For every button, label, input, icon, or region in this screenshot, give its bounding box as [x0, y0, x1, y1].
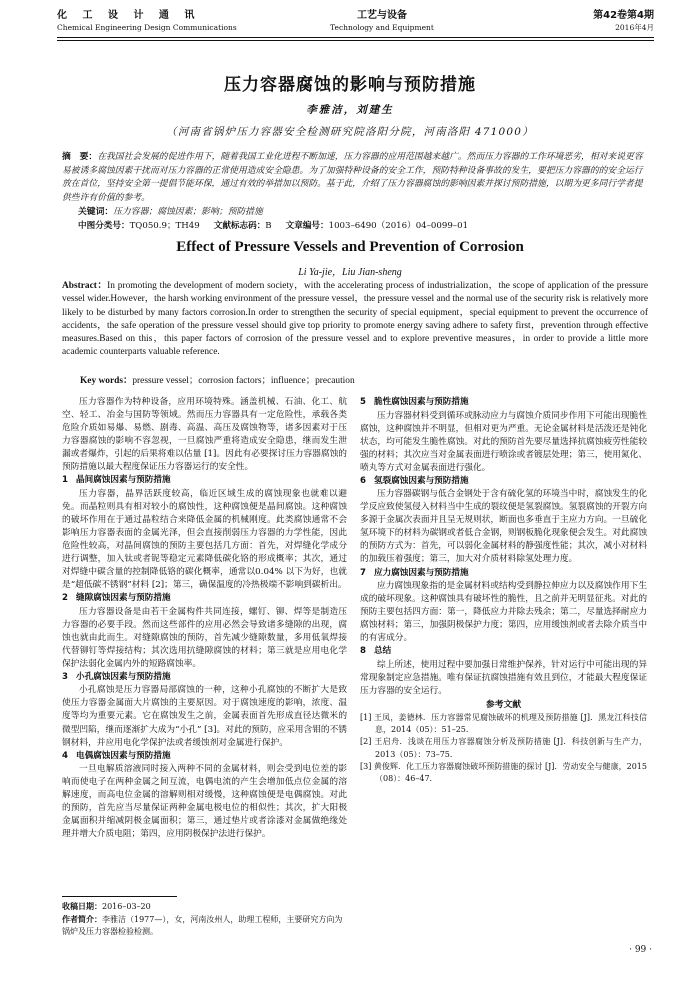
volume-issue: 第42卷第4期: [593, 10, 654, 21]
reference-item: [3] 黄俊辉．化工压力容器腐蚀破坏预防措施的探讨 [J]．劳动安全与健康，2015（08）：46–47.: [360, 762, 647, 784]
section-title: 晶间腐蚀因素与预防措施: [76, 475, 171, 486]
section-name: [307, 10, 457, 34]
received-date: [62, 901, 347, 914]
section-number: 6: [360, 475, 366, 486]
article-title-cn: 压力容器腐蚀的影响与预防措施: [224, 75, 476, 95]
clc-value: TQ050.9；TH49: [129, 221, 200, 231]
section-heading: [62, 592, 347, 606]
section-heading: [360, 396, 647, 410]
bio-label: 作者简介：: [62, 914, 102, 924]
section-paragraph: 压力容器材料受到循环或脉动应力与腐蚀介质同步作用下可能出现脆性腐蚀，这种腐蚀并不明显，但相对更为严重。无论金属材料是活泼还是钝化状态，均可能发生脆性腐蚀。对此的预防首先要尽量选择抗腐蚀疲劳性能较强的材料；其次应当对金属表面进行喷涂或者镀层处理；第三，使用氮化、喷丸等方式对金属表面进行强化。: [360, 410, 647, 473]
section-paragraph: 压力容器设备是由若干金属构件共同连接，螺钉、铆、焊等是制造压力容器的必要手段。然而这些部件的应用必然会导致诸多缝隙的出现，腐蚀也就由此而生。对缝隙腐蚀的预防，首先减少缝隙数量，多用低氧焊接代替铆钉等焊接结构；其次选用抗缝隙腐蚀的材料；第三就是应用电化学保护法弱化金属内外的短路腐蚀率。: [62, 606, 347, 669]
keywords-cn-label: 关键词：: [78, 207, 114, 217]
section-heading: [62, 671, 347, 685]
footnote-rule: [62, 896, 177, 897]
journal-name: [57, 10, 237, 34]
keywords-cn-text: 压力容器；腐蚀因素；影响；预防措施: [113, 207, 263, 217]
section-number: 1: [62, 475, 68, 486]
section-heading: [360, 645, 647, 659]
article-title-en: Effect of Pressure Vessels and Prevention of Corrosion: [176, 239, 524, 255]
section-title: 缝隙腐蚀因素与预防措施: [76, 593, 171, 604]
section-title: 小孔腐蚀因素与预防措施: [76, 671, 171, 682]
keywords-en: [80, 375, 648, 388]
journal-name-en: Chemical Engineering Design Communications: [57, 23, 237, 32]
authors-en: Li Ya-jie，Liu Jian-sheng: [298, 267, 402, 278]
section-paragraph: 小孔腐蚀是压力容器局部腐蚀的一种，这种小孔腐蚀的不断扩大是致使压力容器金属面大片腐蚀的主要原因。对于腐蚀速度的影响，浓度、温度等均为重要元素。它在腐蚀发生之前，金属表面首先形成直径达微米的微型凹陷，继而逐渐扩大成为“小孔” [3]。对此的预防，应采用含钼的不锈钢材料，并应用电化学保护法或者缓蚀剂对金属进行保护。: [62, 685, 347, 748]
abstract-en: [62, 280, 648, 360]
abstract-cn-label: 摘 要：: [62, 152, 98, 162]
page-number: · 99 ·: [629, 945, 652, 955]
article-id-label: 文章编号：: [285, 221, 329, 231]
reference-list: [360, 712, 647, 786]
doc-code-value: B: [265, 221, 272, 231]
section-paragraph: 综上所述，使用过程中要加强日常维护保养，针对运行中可能出现的异常现象制定应急措施。唯有保证抗腐蚀措施有效且到位，才能最大程度保证压力容器的安全运行。: [360, 659, 647, 696]
body-column-right: [360, 396, 647, 786]
abstract-en-text: In promoting the development of modern society，with the accelerating process of industrialization，the scope of application of the pressure vessel wider.However，the harsh working environment of the pressure vessel，the pressure vessel and the normal use of the security risk is relatively more likely to be disturbed by many factors corrosion.In order to strengthen the security of special equipment，special equipment to prevent the occurrence of accidents，the safe operation of the pressure vessel should give top priority to promote energy saving adhere to safety first，prevention through effective measures.Based on this，this paper factors of corrosion of the pressure vessel and to explore preventive measures，in order to provide a little more academic counterparts valuable reference.: [62, 281, 648, 358]
issue-info: [593, 10, 654, 34]
section-title: 脆性腐蚀因素与预防措施: [374, 397, 469, 407]
section-number: 3: [62, 671, 68, 682]
section-title: 总结: [374, 646, 392, 657]
section-heading: [360, 567, 647, 581]
section-title: 应力腐蚀因素与预防措施: [374, 567, 469, 578]
section-name-cn: 工艺与设备: [357, 10, 407, 21]
section-title: 电偶腐蚀因素与预防措施: [76, 750, 171, 761]
section-paragraph: 压力容器碳钢与低合金钢处于含有硫化氢的环境当中时，腐蚀发生的化学反应致使氢侵入材料当中生成的裂纹便是氢裂腐蚀。氢裂腐蚀的开裂方向多源于金属次表面并且呈无规则状，断面也多垂直于主应力方向。一旦硫化氢环境下的材料为碳钢或者低合金钢，则钢板脆化现象便会发生。对此腐蚀的预防方式为：首先，可以弱化金属材料的静强度性能；其次，减小对材料的加载压着强度；第三，加大对介质材料除氢处理力度。: [360, 489, 647, 565]
abstract-en-label: Abstract：: [62, 281, 108, 291]
doc-code-label: 文献标志码：: [213, 221, 266, 231]
abstract-cn-text: 在我国社会发展的促进作用下，随着我国工业化进程不断加速，压力容器的应用范围越来越广。然而压力容器的工作环境恶劣，相对来说更容易被诱多腐蚀因素干扰而对压力容器的正常使用造成安全隐患。为了加强特种设备的安全工作，预防特种设备事故的发生，要把压力容器的的安全运行放在首位，坚持安全第一提倡节能环保，通过有效的举措加以预防。基于此，介绍了压力容器腐蚀的影响因素并探讨预防措施，以期为更多同行学者提供些许有价值的参考。: [62, 152, 643, 203]
section-heading: [62, 750, 347, 764]
section-heading: [62, 474, 347, 488]
journal-name-cn: 化 工 设 计 通 讯: [57, 10, 201, 21]
author-bio: [62, 914, 347, 939]
affiliation-cn: （河南省锅炉压力容器安全检测研究院洛阳分院，河南洛阳 471000）: [166, 126, 534, 138]
article-id-value: 1003–6490（2016）04–0099–01: [328, 221, 469, 231]
footnote: [62, 901, 347, 939]
section-number: 5: [360, 397, 366, 407]
section-number: 8: [360, 646, 366, 657]
authors-cn: 李雅洁，刘建生: [306, 104, 394, 116]
running-header: [57, 10, 654, 50]
keywords-en-label: Key words：: [80, 376, 133, 386]
abstract-cn: [62, 151, 648, 205]
classification-line: [78, 220, 648, 233]
section-paragraph: 一旦电解质溶液同时接入两种不同的金属材料，则会受到电位差的影响而使电子在两种金属之间互流，电偶电流的产生会增加低点位金属的溶解速度，而高电位金属的溶解则相对缓慢，这种腐蚀便是电偶腐蚀。对此的预防，首先应当尽量保证两种金属电极电位的相似性；其次，扩大阳极金属面积并缩减阴极金属面积；第三，通过垫片或者涂漆对金属做绝缘处理并增大介质电阻；第四，应用阴极保护法进行保护。: [62, 764, 347, 840]
intro-paragraph: 压力容器作为特种设备，应用环境特殊。涵盖机械、石油、化工、航空、轻工、冶金与国防等领域。然而压力容器具有一定危险性，承载各类危险介质如易爆、易燃、剧毒、高温、高压及腐蚀物等，诸多因素对于压力容器腐蚀的影响不容忽视，一旦腐蚀严重将造成安全隐患，继而发生泄漏或者爆炸，引起的后果将难以估量 [1]。因此有必要探讨压力容器腐蚀的预防措施以最大程度保证压力容器运行的安全性。: [62, 397, 347, 473]
section-paragraph: 应力腐蚀现象指的是金属材料或结构受到静拉伸应力以及腐蚀作用下生成的破坏现象。这种腐蚀具有破坏性的脆性，且之前并无明显征兆。对此的预防主要包括四方面：第一，降低应力并除去残余；第二，尽量选择耐应力腐蚀材料；第三，加强阴极保护力度；第四，应用缓蚀剂或者去除介质当中的有害成分。: [360, 581, 647, 644]
received-label: 收稿日期：: [62, 902, 102, 911]
section-name-en: Technology and Equipment: [330, 23, 434, 32]
issue-date: 2016年4月: [615, 23, 654, 32]
references-heading: 参考文献: [485, 699, 522, 710]
section-number: 7: [360, 567, 366, 578]
section-number: 4: [62, 750, 68, 761]
bio-text: 李雅洁（1977—），女，河南汝州人，助理工程师，主要研究方向为锅炉及压力容器检验检测。: [62, 914, 343, 937]
clc-label: 中图分类号：: [78, 221, 130, 231]
reference-item: [1] 王凤，姜德林．压力容器常见腐蚀破坏的机理及预防措施 [J]．黑龙江科技信息，2014（05）：51–25.: [360, 712, 647, 735]
keywords-en-text: pressure vessel；corrosion factors；influence；precaution: [132, 376, 355, 386]
section-heading: [360, 475, 647, 489]
body-column-left: [62, 396, 347, 841]
keywords-cn: [78, 206, 648, 219]
section-paragraph: 压力容器，晶界活跃度较高，临近区域生成的腐蚀现象也就难以避免。而晶粒则具有相对较小的腐蚀性，这种腐蚀便是晶间腐蚀。这种腐蚀的破坏作用在于通过晶粒结合来降低金属的机械刚度。此类腐蚀通常不会影响压力容器表面的金属光泽，但会直接削弱压力容器的力学性能，因此危险性较高，对晶间腐蚀的预防主要包括几方面：首先，对焊缝化学成分进行调整，加入钛或者铌等稳定元素降低碳化铬的形成概率；其次，通过对焊缝中碳含量的控制降低铬的碳化概率，通常以0.04% 以下为好，也就是“超低碳不锈钢”材料 [2]；第三，确保温度的冷热极端不影响到碳析出。: [62, 488, 347, 591]
reference-item: [2] 王启舟．浅谈在用压力容器腐蚀分析及预防措施 [J]．科技创新与生产力，2013（05）：73–75.: [360, 737, 647, 759]
section-title: 氢裂腐蚀因素与预防措施: [374, 475, 469, 486]
header-rule-thin: [57, 40, 654, 41]
header-rule-thick: [57, 37, 654, 38]
received-value: 2016–03–20: [102, 902, 151, 911]
section-number: 2: [62, 593, 68, 604]
